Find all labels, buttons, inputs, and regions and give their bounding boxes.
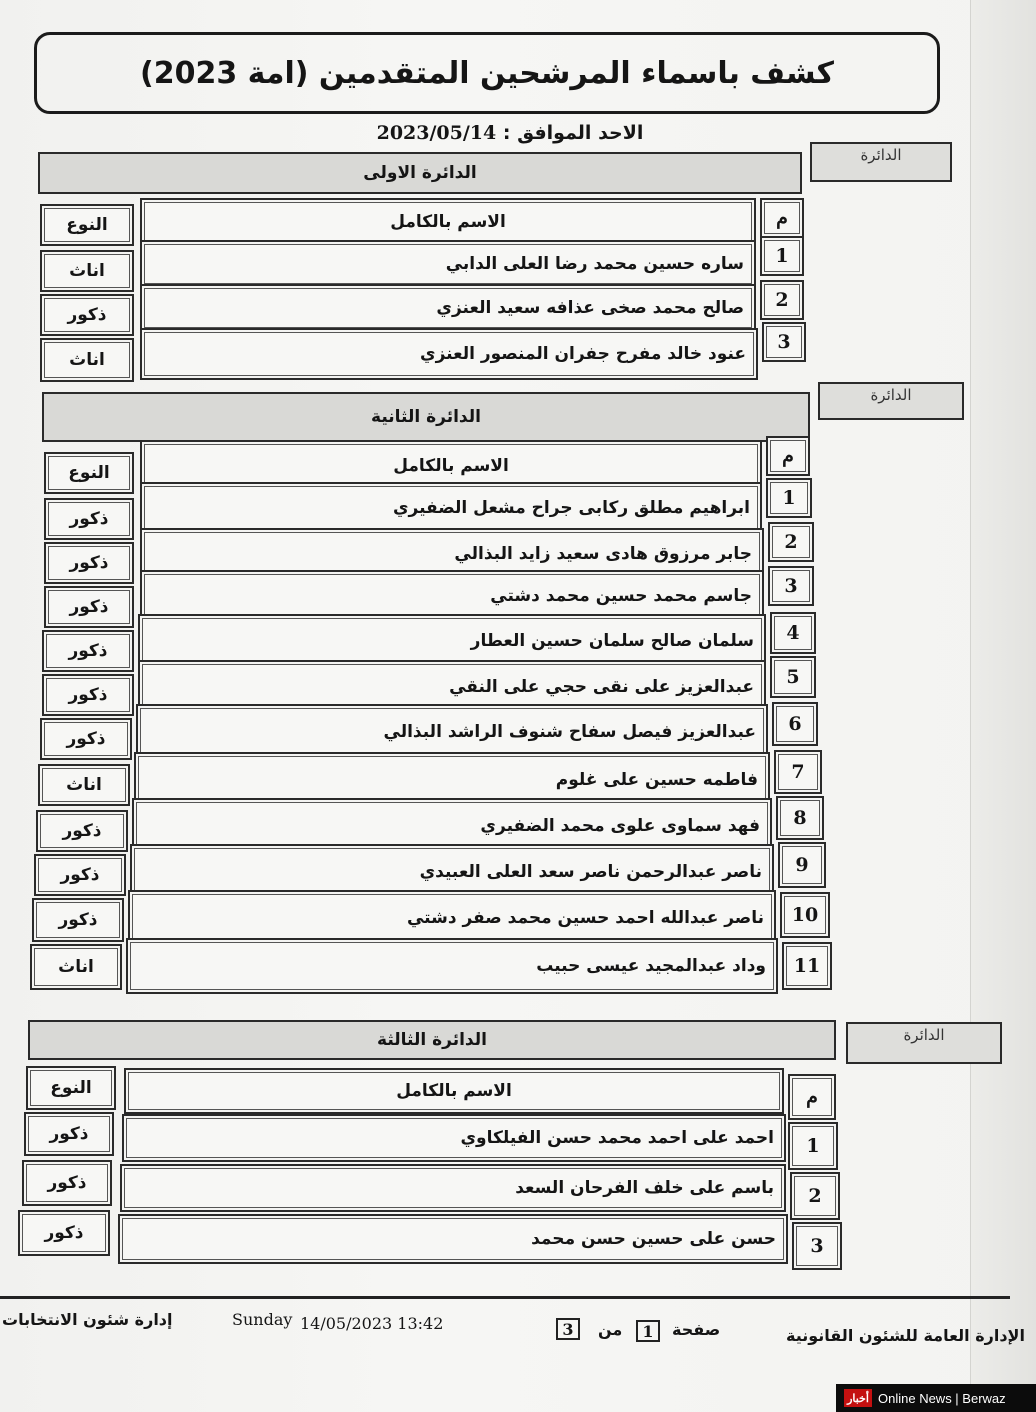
row-num: 7 xyxy=(774,750,822,794)
row-name: جاسم محمد حسين محمد دشتي xyxy=(140,570,764,622)
footer-day: Sunday xyxy=(232,1310,293,1329)
row-num: 3 xyxy=(768,566,814,606)
header-name: الاسم بالكامل xyxy=(140,440,762,492)
district-label: الدائرة xyxy=(810,142,952,182)
row-name: حسن على حسين حسن محمد xyxy=(118,1214,788,1264)
row-num: 2 xyxy=(768,522,814,562)
date-label: الاحد الموافق : xyxy=(502,122,644,144)
row-name: عبدالعزيز فيصل سفاح شنوف الراشد البذالي xyxy=(136,704,768,760)
district-label: الدائرة xyxy=(846,1022,1002,1064)
footer-page-word: صفحة xyxy=(672,1320,721,1339)
row-num: 8 xyxy=(776,796,824,840)
row-num: 11 xyxy=(782,942,832,990)
footer-page-current: 1 xyxy=(636,1320,660,1342)
row-name: باسم على خلف الفرحان السعد xyxy=(120,1164,786,1212)
district-title: الدائرة الثانية xyxy=(42,392,810,442)
district-label: الدائرة xyxy=(818,382,964,420)
watermark xyxy=(836,1384,1036,1412)
row-name: ناصر عبدالرحمن ناصر سعد العلى العبيدي xyxy=(130,844,774,900)
header-num: م xyxy=(766,436,810,476)
date-line xyxy=(340,122,680,152)
row-name: وداد عبدالمجيد عيسى حبيب xyxy=(126,938,778,994)
row-num: 4 xyxy=(770,612,816,654)
footer-rule xyxy=(0,1296,1010,1299)
row-name: عبدالعزيز على نقى حجي على النقي xyxy=(138,660,766,714)
header-type: النوع xyxy=(44,452,134,494)
row-type: ذكور xyxy=(40,718,132,760)
row-type: ذكور xyxy=(32,898,124,942)
row-num: 6 xyxy=(772,702,818,746)
row-type: ذكور xyxy=(42,674,134,716)
row-num: 10 xyxy=(780,892,830,938)
row-name: ساره حسين محمد رضا العلى الدابي xyxy=(140,240,756,288)
footer-page-total: 3 xyxy=(556,1318,580,1340)
row-type: اناث xyxy=(40,250,134,292)
row-type: ذكور xyxy=(22,1160,112,1206)
row-name: فاطمه حسين على غلوم xyxy=(134,752,770,808)
row-num: 5 xyxy=(770,656,816,698)
row-num: 1 xyxy=(760,236,804,276)
row-num: 2 xyxy=(760,280,804,320)
row-type: ذكور xyxy=(44,586,134,628)
row-num: 1 xyxy=(788,1122,838,1170)
row-type: ذكور xyxy=(42,630,134,672)
row-name: فهد سماوى علوى محمد الضفيري xyxy=(132,798,772,854)
row-num: 2 xyxy=(790,1172,840,1220)
paper-edge xyxy=(970,0,1036,1412)
district-title: الدائرة الاولى xyxy=(38,152,802,194)
document-title: كشف باسماء المرشحين المتقدمين (امة 2023) xyxy=(34,32,940,114)
row-type: اناث xyxy=(30,944,122,990)
row-num: 1 xyxy=(766,478,812,518)
header-num: م xyxy=(760,198,804,238)
header-type: النوع xyxy=(40,204,134,246)
header-name: الاسم بالكامل xyxy=(124,1068,784,1114)
row-type: اناث xyxy=(38,764,130,806)
footer-org-left: إدارة شئون الانتخابات xyxy=(2,1310,173,1329)
row-type: ذكور xyxy=(40,294,134,336)
row-name: احمد على احمد محمد حسن الفيلكاوي xyxy=(122,1114,786,1162)
row-name: سلمان صالح سلمان حسين العطار xyxy=(138,614,766,668)
row-name: صالح محمد صخى عذافه سعيد العنزي xyxy=(140,284,756,332)
row-name: ناصر عبدالله احمد حسين محمد صفر دشتي xyxy=(128,890,776,946)
header-num: م xyxy=(788,1074,836,1120)
row-type: ذكور xyxy=(24,1112,114,1156)
row-name: عنود خالد مفرح جفران المنصور العنزي xyxy=(140,328,758,380)
footer-of-word: من xyxy=(598,1320,623,1339)
row-name: ابراهيم مطلق ركابى جراح مشعل الضفيري xyxy=(140,482,762,534)
row-type: ذكور xyxy=(34,854,126,896)
row-type: اناث xyxy=(40,338,134,382)
row-num: 9 xyxy=(778,842,826,888)
row-name: جابر مرزوق هادى سعيد زايد البذالي xyxy=(140,528,764,580)
row-num: 3 xyxy=(762,322,806,362)
date-value: 2023/05/14 xyxy=(376,122,497,144)
district-title: الدائرة الثالثة xyxy=(28,1020,836,1060)
row-type: ذكور xyxy=(44,542,134,584)
row-type: ذكور xyxy=(44,498,134,540)
watermark-text: Online News | Berwaz xyxy=(878,1390,1006,1406)
footer-org-right: الإدارة العامة للشئون القانونية xyxy=(786,1326,1025,1345)
row-num: 3 xyxy=(792,1222,842,1270)
row-type: ذكور xyxy=(36,810,128,852)
watermark-logo: أخبار xyxy=(844,1389,872,1407)
header-type: النوع xyxy=(26,1066,116,1110)
row-type: ذكور xyxy=(18,1210,110,1256)
footer-timestamp: 14/05/2023 13:42 xyxy=(300,1314,444,1333)
header-name: الاسم بالكامل xyxy=(140,198,756,246)
